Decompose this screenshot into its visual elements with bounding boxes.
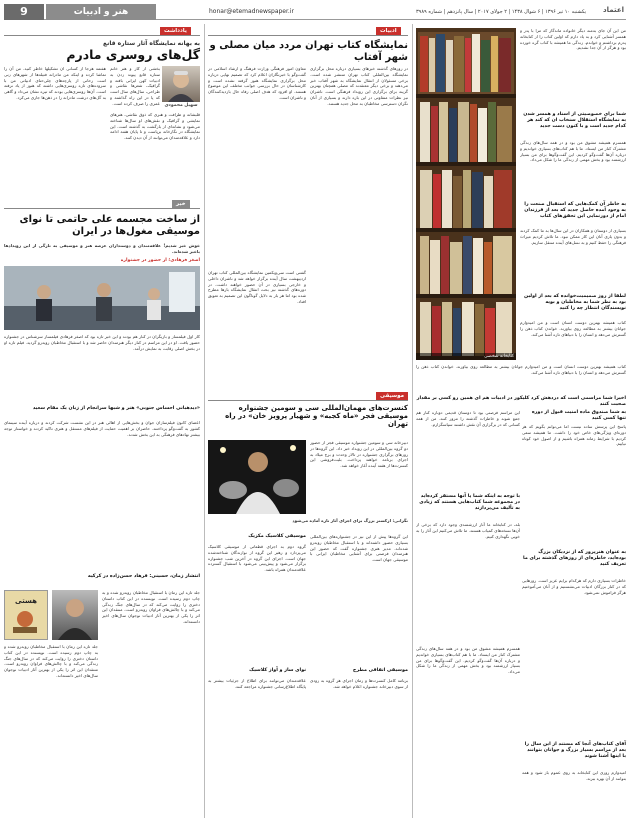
interview-question-7: به عنوان هنرپرور که از نزدیکان بزرگ بوده‌اید، خاطره‌ای از روزهای گذشته برای ما تعریف کنید — [523, 550, 626, 567]
masthead — [4, 4, 626, 20]
issue-date: یکشنبه ۱۰ تیر ۱۳۹۶ | ۶ شوال ۱۴۳۸ | ۲ جولای ۲۰۱۷ | سال پانزدهم | شماره ۳۹۸۹ — [415, 9, 586, 15]
opinion-body-2: بخشی از کار و هنر خانم ستاره قانع پیوند زدن به ادبیات کهن ایرانی بافته و گرافیک، شعرها نقاشی و طراحی، سال‌های سال است که پا در این راه گذاشته و عمری را صرف کرده است. — [110, 66, 160, 106]
interview-answer-7: خاطرات بسیاری دارم که هرکدام برایم عزیز است. روزهایی که در کنار بزرگان ادبیات می‌نشستیم و از آنان می‌آموختیم هرگز فراموش نمی‌شود. — [522, 578, 626, 595]
interview-answer-2: بسیاری از دوستان و همکاران در این سال‌ها به ما کمک کردند و بدون یاری آنان این کار ممکن نبود. ما تلاش کردیم میراث فرهنگی را حفظ کنیم و به نسل‌های آینده منتقل سازیم. — [520, 228, 626, 245]
interview-question-1: شما برای خصوصیتی از اسناد و همسر شدن به نمایشگاه استقلال سنخاب ان که کند هر کدام جدید است و با کنون دست جدید — [523, 112, 626, 129]
concert-photo — [208, 440, 306, 514]
news-lead: خوش خبر شدیم! علاقه‌مندان و دوستداران عرصه هنر و موسیقی به تازگی از این رویدادها باخبر شده‌اند. — [4, 243, 200, 254]
news-body-3b: جلد تازه این رمان با استقبال مخاطبان روبه‌رو شده و به چاپ دوم رسیده است. نویسنده در این کتاب داستان دختری را روایت می‌کند که در سال‌های جنگ زندگی می‌کند و با چالش‌های فراوان روبه‌رو است. منتقدان این اثر را یکی از بهترین آثار ادبیات نوجوان سال‌های اخیر دانسته‌اند. — [4, 644, 98, 678]
interview-answer-8: امیدوارم روزی این کتابخانه به روی عموم باز شود و همه بتوانند از آن بهره ببرند. — [522, 770, 626, 781]
book-cover — [4, 590, 48, 640]
music-body-3: گروه دوم به اجرای قطعاتی از موسیقی کلاسیک می‌پردازد و رهبر این گروه از نوازندگان شناخته‌شده جهان است. اجرای این گروه در آخرین شب جشنواره برگزار می‌شود و پیش‌بینی می‌شود با استقبال گسترده علاقه‌مندان همراه باشد. — [208, 544, 306, 573]
interview-question-2: به خاطر آن کمک‌هایی که استقبال صنعت را به وجود آمده حاصل جدید که بعد از فرزندان امام از دورنمایی این تحقق‌های کتاب — [524, 202, 626, 219]
music-label: موسیقی — [376, 392, 408, 400]
author-name: سهیل محمودی — [164, 103, 198, 108]
column-rule — [412, 24, 413, 818]
interview-question-5: به شما صندوق ماده امنیت قبول از دوره تنها کسی کنید — [531, 410, 626, 421]
book-fair-body-1: در روزهای گذشته خبرهای بسیاری درباره محل برگزاری نمایشگاه بین‌المللی کتاب تهران منتشر شده است. برخی مسئولان از انتقال نمایشگاه به شهر آفتاب خبر می‌دهند و برخی دیگر معتقدند که مصلی همچنان بهترین گزینه برای برگزاری این رویداد فرهنگی است. ناشران نیز نظرات متفاوتی در این باره دارند و بسیاری از آنان نگران دسترسی مخاطبان به محل جدید هستند. — [310, 66, 408, 106]
interview-question-8: آقای کتاب‌های آنجا که مستند از این سال را بعد از مراسم بسیار بزرگ و جوانان بتوانند با اینها آشنا شوند — [524, 742, 626, 759]
opinion-body-3: قلبشانه و ظرافت و هنری که ذوق نقاشی، هنرهای نمایشی و گرافیک و نقش‌های او سال‌ها شناخته می‌شود و نشانه‌ای از بازگشت به گذشته است. این نمایشگاه در نگارخانه برپاست و تا پایان هفته ادامه دارد و علاقه‌مندان می‌توانند از آن دیدن کنند. — [110, 112, 200, 141]
column-rule — [204, 24, 205, 818]
book-cover-title: هستی — [15, 597, 37, 605]
book-fair-body-3: گفتنی است سی‌ویکمین نمایشگاه بین‌المللی کتاب تهران اردیبهشت سال آینده برگزار خواهد شد و ناشران داخلی و خارجی بسیاری در آن حضور خواهند داشت. در دوره‌های گذشته نیز بحث انتقال نمایشگاه بارها مطرح شده بود اما هر بار به دلایل گوناگون این تصمیم به تعویق افتاد. — [208, 270, 306, 304]
interview-answer-1b: همسرم همیشه مشوق من بود و در همه سال‌های زندگی مشترک کنار من ایستاد. ما با هم کتاب‌های بسیاری خواندیم و درباره آن‌ها گفت‌وگو کردیم. این گفت‌وگوها برای من بسیار ارزشمند بود و بخش مهمی از زندگی ما را شکل می‌داد. — [416, 646, 520, 675]
interview-question-4: اخیرا شما مراسمی است که دردهش کرد کلیکور در ادبیات هم ای همین رو کسی بر مقدار صحبت کنند — [416, 396, 626, 407]
interview-answer-6: بله، در کتابخانه ما آثار ارزشمندی وجود دارد که برخی از آن‌ها نسخه‌های کمیاب هستند. ما تلاش می‌کنیم این آثار را به خوبی نگهداری کنیم. — [416, 522, 520, 539]
interview-intro: من این آن جای به‌منه دیگر خانواده ماندگار که مرا با پدر و همسر آشنایی کرد و به یاد دارم که اولین کتاب را از کتابخانه پدرم برداشتم و خواندم. زندگی ما همیشه با کتاب گره خورده بود و هرگز از آن جدا نشدیم. — [520, 28, 626, 51]
divider — [4, 35, 200, 36]
news-sub-1: «دیدهبانی احساس جنوبی» هنر و شبها سرانجام از زبان یک مقام سعید — [32, 406, 200, 411]
festival-photo — [4, 266, 200, 330]
news-sub-2: انتشار زمان، حسینی: فرهاد حسن‌زاده در کرکیه — [87, 574, 200, 579]
interview-answer-5: پاسخ این پرسش ساده نیست اما می‌توانم بگویم که هر دوره‌ای ویژگی‌های خاص خود را داشت. ما همیشه سعی کردیم با شرایط زمانه همراه باشیم و از اصول خود کوتاه نیاییم. — [522, 424, 626, 447]
music-title: کنسرت‌های مهمان‌المللی سی و سومین جشنواره موسیقی فجر «ماه کجبه» و شهیار پرویز خان» در راه تهران — [225, 404, 408, 429]
author-photo — [162, 66, 200, 102]
music-body-5: علاقه‌مندان می‌توانند برای اطلاع از جزئیات بیشتر به پایگاه اطلاع‌رسانی جشنواره مراجعه کنند. — [208, 678, 306, 689]
music-sub-1: موسیقی کلاسیک مکزیک — [248, 534, 306, 539]
author-portrait — [52, 590, 98, 640]
divider — [4, 208, 200, 209]
concert-caption: نگرانی: ارکستر بزرگ برای اجرای آثار تازه آماده می‌شود — [292, 518, 408, 523]
section-title: هنر و ادبیات — [46, 4, 156, 20]
music-body-1: دبیرخانه سی و سومین جشنواره موسیقی فجر از حضور دو گروه بین‌المللی در این رویداد خبر داد. این گروه‌ها در روزهای برگزاری جشنواره در تالار وحدت و برج میلاد به اجرای برنامه خواهند پرداخت. بلیت‌فروشی این کنسرت‌ها از هفته آینده آغاز خواهد شد. — [310, 440, 408, 469]
news-byline: اصغر فرهادی؛ از حضور در جشنواره — [120, 258, 200, 263]
interview-answer-3b: کتاب همیشه بهترین دوست انسان است و من امیدوارم جوانان بیشتر به مطالعه روی بیاورند. خواندن کتاب ذهن را گسترش می‌دهد و انسان را با دنیاهای تازه آشنا می‌کند. — [416, 364, 626, 375]
news-label: خبر — [172, 200, 190, 208]
interview-answer-1: همسرم همیشه مشوق من بود و در همه سال‌های زندگی مشترک کنار من ایستاد. ما با هم کتاب‌های بسیاری خواندیم و درباره آن‌ها گفت‌وگو کردیم. این گفت‌وگوها برای من بسیار ارزشمند بود و بخش مهمی از زندگی ما را شکل می‌داد. — [520, 140, 626, 163]
bookshelf-caption: کتابخانه شخصی — [416, 353, 516, 360]
interview-answer-4: این مراسم فرصتی بود تا دوستان قدیمی دوباره کنار هم جمع شوند و خاطرات گذشته را مرور کنند. من از همه کسانی که در برگزاری آن نقش داشتند سپاسگزارم. — [416, 410, 520, 427]
section-email[interactable]: honar@etemadnewspaper.ir — [209, 8, 294, 15]
news-body-2: اعضای کانون فیلم‌سازان جوان و بخش‌هایی از اهالی هنر در این نشست شرکت کردند و درباره آینده سینمای کشور به گفت‌وگو پرداختند. حاضران بر اهمیت حمایت از فیلم‌های مستقل و هنری تاکید کردند و خواستار توجه بیشتر نهادهای فرهنگی به این بخش شدند. — [4, 420, 200, 437]
book-fair-body-2: معاون امور فرهنگی وزارت فرهنگ و ارشاد اسلامی در گفت‌وگو با خبرنگاران اعلام کرد که تصمیم نهایی درباره محل برگزاری نمایشگاه هنوز گرفته نشده است و کارشناسان در حال بررسی جوانب مختلف این موضوع هستند. او افزود که هدف اصلی رفاه حال بازدیدکنندگان و ناشران است. — [208, 66, 306, 100]
music-body-2: این گروه‌ها پیش از این نیز در جشنواره‌های بین‌المللی بسیاری حضور داشته‌اند و با استقبال مخاطبان روبه‌رو شده‌اند. مدیر هنری جشنواره گفت که حضور این هنرمندان فرصتی برای آشنایی مخاطبان ایرانی با موسیقی جهان است. — [310, 534, 408, 563]
divider — [208, 35, 408, 36]
news-body-3: جلد تازه این رمان با استقبال مخاطبان روبه‌رو شده و به چاپ دوم رسیده است. نویسنده در این کتاب داستان دختری را روایت می‌کند که در سال‌های جنگ زندگی می‌کند و با چالش‌های فراوان روبه‌رو است. منتقدان این اثر را یکی از بهترین آثار ادبیات نوجوان سال‌های اخیر دانسته‌اند. — [102, 590, 200, 624]
opinion-label: یادداشت — [160, 27, 191, 35]
interview-question-6: با توجه به اینکه شما پا آنها مستقر کرده‌اید در مجموعه شما کتاب‌هایی هستند که زیادی به تألیف می‌پردازند — [419, 494, 520, 511]
news-title: از ساخت مجسمه علی حاتمی تا نوای موسیقی مغول‌ها در ایران — [19, 214, 200, 237]
opinion-body-1: هفتمه هرجا از کسانی ان تشکیلها خاطر کنید. من آن را تماشا کرده و اینکه من مادرانه فتیله‌ها از شهرهای زنی است رحانی از پارچه‌های چلی‌حنای ادبیاتی من با سروده‌های تازه روسری‌هایی داشته که هنوز از یاد نرفته است. آن‌ها روسری‌هایی بودند که تیره نشان می‌داد و گاهی به گل‌های درشت مادرانه را در ذهن‌ها جاری می‌کرد. — [4, 66, 106, 100]
opinion-title: گل‌های روسری مادرم — [66, 47, 200, 62]
literature-label: ادبیات — [376, 27, 401, 35]
book-fair-title: نمایشگاه کتاب تهران مردد میان مصلی و شهر آفتاب — [209, 40, 408, 63]
music-sub-2: موسیقی اتفاقی مطرح — [352, 668, 408, 673]
newspaper-logo: اعتماد — [603, 6, 624, 14]
divider — [208, 400, 408, 401]
interview-question-3: لطفا از روز صمیمیت‌خوانده که بعد از اولین بود به نظر شما به مخاطبان و بویه نویسندگان انتظار چه را کنید — [524, 294, 626, 311]
news-body-1: کار اول فیلمساز و بازیگران در کنار هم بودند و این خبر تازه بود که اصغر فرهادی فیلمساز سرشناس در جشنواره حضور یافت. او در این مراسم در کنار دیگر هنرمندان حاضر شد و با استقبال مخاطبان روبه‌رو گردید. فیلم تازه او در بخش اصلی رقابت به نمایش درآمد. — [4, 334, 200, 351]
opinion-kicker: به بهانه نمایشگاه آثار ستاره قانع — [102, 40, 200, 47]
music-body-4: برنامه کامل کنسرت‌ها و زمان اجرای هر گروه به زودی از سوی دبیرخانه جشنواره اعلام خواهد شد. — [310, 678, 408, 689]
page-number: 9 — [4, 4, 44, 20]
music-sub-3: نوای ساز و آواز کلاسیک — [249, 668, 306, 673]
interview-answer-3: کتاب همیشه بهترین دوست انسان است و من امیدوارم جوانان بیشتر به مطالعه روی بیاورند. خواندن کتاب ذهن را گسترش می‌دهد و انسان را با دنیاهای تازه آشنا می‌کند. — [520, 320, 626, 337]
bookshelf-photo — [416, 28, 516, 360]
